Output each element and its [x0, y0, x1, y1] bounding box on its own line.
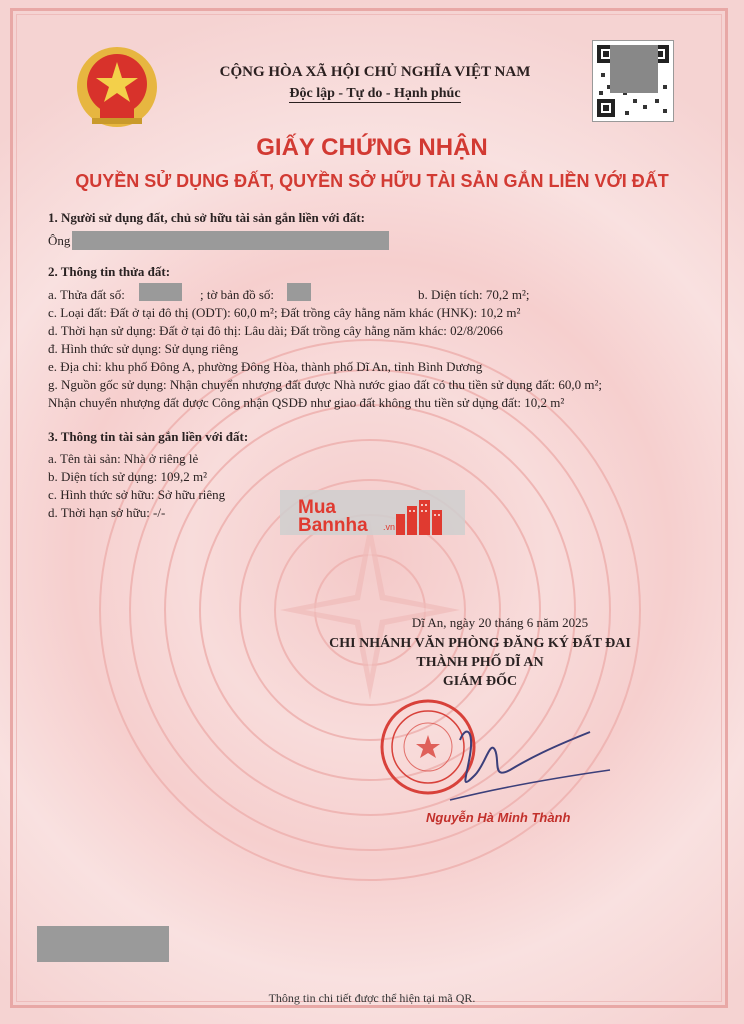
certificate-title: GIẤY CHỨNG NHẬN — [256, 134, 488, 161]
qr-redaction — [610, 45, 658, 93]
bottom-redaction — [37, 926, 169, 962]
ownership-term: d. Thời hạn sở hữu: -/- — [48, 505, 166, 520]
parcel-area: b. Diện tích: 70,2 m²; — [418, 287, 530, 302]
owner-prefix: Ông — [48, 233, 71, 248]
use-term: d. Thời hạn sử dụng: Đất ở tại đô thị: Lâu dài; Đất trồng cây hằng năm khác: 02/8/2066 — [48, 323, 503, 338]
watermark-text-mua: Mua — [298, 497, 336, 518]
watermark-suffix: .vn — [383, 522, 396, 532]
watermark-text-bannha: Bannha — [298, 515, 368, 536]
motto-text: Độc lập - Tự do - Hạnh phúc — [289, 86, 461, 101]
ownership-form: c. Hình thức sở hữu: Sở hữu riêng — [48, 487, 226, 502]
watermark-building-icon — [396, 500, 446, 535]
origin-line-2: Nhận chuyển nhượng đất được Công nhận QSDĐ như giao đất không thu tiền sử dụng đất: 10,2 m² — [48, 395, 565, 410]
address: e. Địa chỉ: khu phố Đông A, phường Đông Hòa, thành phố Dĩ An, tỉnh Bình Dương — [48, 359, 483, 374]
parcel-number-redaction — [139, 283, 182, 301]
national-emblem-icon — [72, 42, 162, 132]
section1-heading: 1. Người sử dụng đất, chủ sở hữu tài sản gắn liền với đất: — [48, 210, 365, 225]
section3-heading: 3. Thông tin tài sản gắn liền với đất: — [48, 429, 249, 444]
signer-name: Nguyễn Hà Minh Thành — [426, 810, 571, 825]
footer-note: Thông tin chi tiết được thể hiện tại mã QR. — [268, 991, 476, 1005]
owner-name-redaction — [72, 231, 389, 250]
issuing-city: THÀNH PHỐ DĨ AN — [416, 655, 544, 670]
issuing-office: CHI NHÁNH VĂN PHÒNG ĐĂNG KÝ ĐẤT ĐAI — [329, 636, 631, 651]
land-type: c. Loại đất: Đất ở tại đô thị (ODT): 60,0 m²; Đất trồng cây hằng năm khác (HNK): 10,2 m² — [48, 305, 521, 320]
motto — [160, 86, 590, 102]
section2-heading: 2. Thông tin thửa đất: — [48, 264, 171, 279]
nation-title: CỘNG HÒA XÃ HỘI CHỦ NGHĨA VIỆT NAM — [219, 64, 531, 80]
map-sheet-label: ; tờ bản đồ số: — [200, 287, 275, 302]
issue-date: Dĩ An, ngày 20 tháng 6 năm 2025 — [411, 615, 589, 630]
certificate-subtitle: QUYỀN SỬ DỤNG ĐẤT, QUYỀN SỞ HỮU TÀI SẢN GẮN LIỀN VỚI ĐẤT — [75, 171, 669, 191]
signature-handwriting — [430, 720, 620, 810]
map-sheet-redaction — [287, 283, 311, 301]
origin-line-1: g. Nguồn gốc sử dụng: Nhận chuyển nhượng đất được Nhà nước giao đất có thu tiền sử dụng đất: 60,0 m²; — [48, 377, 603, 392]
asset-area: b. Diện tích sử dụng: 109,2 m² — [48, 469, 207, 484]
signer-position: GIÁM ĐỐC — [442, 674, 518, 689]
use-form: đ. Hình thức sử dụng: Sử dụng riêng — [48, 341, 239, 356]
asset-name: a. Tên tài sản: Nhà ở riêng lẻ — [48, 451, 199, 466]
parcel-number-label: a. Thửa đất số: — [48, 287, 125, 302]
